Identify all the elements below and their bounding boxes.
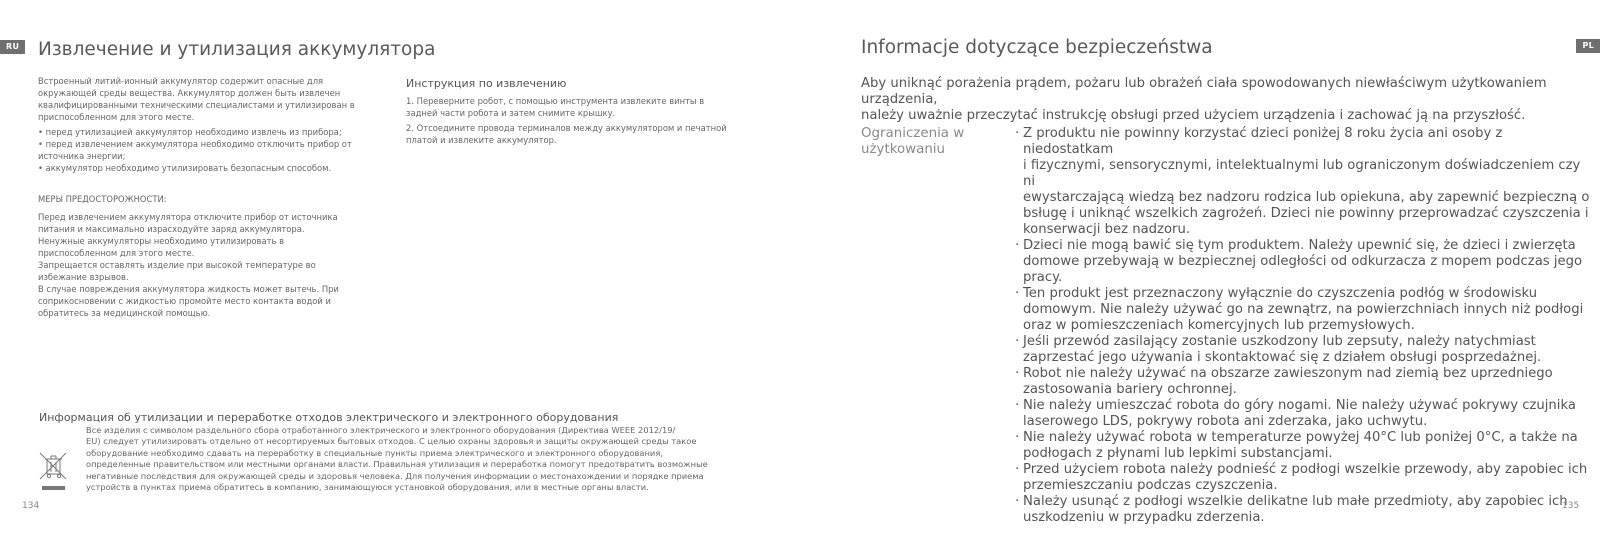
pl-restriction-item — [1015, 238, 1595, 286]
ru-intro-line: окружающей среды вещества. Аккумулятор должен быть извлечен — [38, 88, 341, 98]
pl-restriction-line: · Przed użyciem robota należy podnieść z podłogi wszelkie przewody, aby zapobiec ich — [1023, 462, 1588, 477]
ru-bullet-line: • аккумулятор необходимо утилизировать безопасным способом. — [38, 163, 332, 173]
ru-caution-line: избежание взрывов. — [38, 272, 129, 282]
ru-weee-line: устройств в пунктах приема обратитесь в компанию, занимающуюся установкой оборудования, или в местные органы власти. — [86, 482, 649, 493]
ru-caution-line: питания и максимально израсходуйте заряд аккумулятора. — [38, 224, 305, 234]
pl-usage-limits-label — [861, 126, 996, 158]
ru-weee-line: негативные последствия для окружающей среды и здоровья человека. Для получения информации о местонахождении и порядке приема — [86, 470, 704, 481]
ru-intro — [38, 75, 383, 174]
pl-intro — [861, 76, 1581, 124]
ru-bullet-line: • перед извлечением аккумулятора необходимо отключить прибор от — [38, 139, 352, 149]
ru-caution-line: приспособленном для этого месте. — [38, 248, 195, 258]
ru-weee-text — [86, 425, 746, 493]
pl-restriction-item — [1015, 366, 1595, 398]
ru-instruction-heading: Инструкция по извлечению — [406, 77, 567, 90]
pl-restriction-item — [1015, 430, 1595, 462]
ru-intro-line: квалифицированными техническими специалистами и утилизирован в — [38, 100, 355, 110]
ru-weee-line: определенные правительством или местными органами власти. Правильная утилизация и переработка помогут предотвратить возможные — [86, 459, 708, 470]
pl-intro-line: Aby uniknąć porażenia prądem, pożaru lub obrażeń ciała spowodowanych niewłaściwym użytkowaniem urządzenia, — [861, 76, 1547, 107]
ru-instruction — [406, 95, 751, 146]
ru-weee-line: оборудование необходимо сдавать на переработку в специальные пункты приема электрического и электронного оборудования, — [86, 447, 663, 458]
pl-restriction-line: zastosowania bariery ochronnej. — [1023, 382, 1237, 397]
pl-restriction-item — [1015, 398, 1595, 430]
pl-restriction-item — [1015, 286, 1595, 334]
lang-tab-pl: PL — [1576, 39, 1600, 53]
ru-weee-line: EU) следует утилизировать отдельно от несортируемых бытовых отходов. С целью охраны здоровья и защиты окружающей среды такое — [86, 436, 697, 447]
ru-instruction-line: задней части робота и затем снимите крышку. — [406, 108, 616, 118]
ru-instruction-line: платой и извлеките аккумулятор. — [406, 135, 557, 145]
page-number-left: 134 — [22, 501, 40, 511]
ru-intro-line: Встроенный литий-ионный аккумулятор содержит опасные для — [38, 76, 324, 86]
ru-weee-line: Все изделия с символом раздельного сбора отработанного электрического и электронного оборудования (Директива WEEE 2012/19/ — [86, 425, 676, 435]
pl-restriction-line: laserowego LDS, pokrywy robota ani zderzaka, jako uchwytu. — [1023, 414, 1428, 429]
pl-restriction-line: domowe przebywają w bezpiecznej odległości od odkurzacza z mopem podczas jego — [1023, 254, 1583, 269]
ru-caution-line: Перед извлечением аккумулятора отключите прибор от источника — [38, 212, 338, 222]
ru-caution — [38, 193, 383, 319]
ru-caution-line: обратитесь за медицинской помощью. — [38, 308, 211, 318]
pl-restriction-line: · Ten produkt jest przeznaczony wyłącznie do czyszczenia podłóg w środowisku — [1023, 286, 1538, 301]
ru-weee-heading: Информация об утилизации и переработке отходов электрического и электронного оборудования — [39, 411, 619, 424]
pl-restriction-line: i fizycznymi, sensorycznymi, intelektualnymi lub ograniczonym doświadczeniem czy ni — [1023, 158, 1581, 189]
pl-restriction-line: zaprzestać jego używania i skontaktować się z działem obsługi posprzedażnej. — [1023, 350, 1542, 365]
pl-restriction-item — [1015, 494, 1595, 526]
ru-caution-line: В случае повреждения аккумулятора жидкость может вытечь. При — [38, 284, 339, 294]
pl-intro-line: należy uważnie przeczytać instrukcję obsługi przed użyciem urządzenia i zachować ją na przyszłość. — [861, 108, 1526, 123]
pl-restriction-line: · Nie należy umieszczać robota do góry nogami. Nie należy używać pokrywy czujnika — [1023, 398, 1576, 413]
ru-page-title: Извлечение и утилизация аккумулятора — [38, 39, 436, 60]
pl-restriction-line: · Jeśli przewód zasilający zostanie uszkodzony lub zepsuty, należy natychmiast — [1023, 334, 1536, 349]
pl-page-title: Informacje dotyczące bezpieczeństwa — [861, 37, 1213, 58]
pl-restriction-item — [1015, 334, 1595, 366]
pl-restriction-line: · Należy usunąć z podłogi wszelkie delikatne lub małe przedmioty, aby zapobiec ich — [1023, 494, 1568, 509]
ru-caution-line: Запрещается оставлять изделие при высокой температуре во — [38, 260, 316, 270]
pl-restrictions-list — [1015, 126, 1595, 526]
ru-caution-line: Ненужные аккумуляторы необходимо утилизировать в — [38, 236, 285, 246]
pl-side-line: użytkowaniu — [861, 142, 946, 157]
pl-restriction-line: przemieszczaniu podczas czyszczenia. — [1023, 478, 1278, 493]
pl-restriction-line: · Robot nie należy używać na obszarze zawieszonym nad ziemią bez uprzedniego — [1023, 366, 1553, 381]
pl-restriction-line: · Dzieci nie mogą bawić się tym produktem. Należy upewnić się, że dzieci i zwierzęta — [1023, 238, 1576, 253]
ru-instruction-line: 1. Переверните робот, с помощью инструмента извлеките винты в — [406, 96, 705, 106]
pl-restriction-line: bsługę i uniknąć wszelkich zagrożeń. Dzieci nie powinny przeprowadzać czyszczenia i — [1023, 206, 1589, 221]
ru-bullet-line: источника энергии; — [38, 151, 126, 161]
page-number-right: 135 — [1562, 501, 1580, 511]
ru-intro-line: приспособленном для этого месте. — [38, 112, 195, 122]
pl-restriction-line: · Z produktu nie powinny korzystać dzieci poniżej 8 roku życia ani osoby z niedostatkam — [1023, 126, 1503, 157]
pl-restriction-line: podłogach z płynami lub lepkimi substancjami. — [1023, 446, 1333, 461]
pl-restriction-line: ewystarczającą wiedzą bez nadzoru rodzica lub opiekuna, aby zapewnić bezpieczną o — [1023, 190, 1590, 205]
ru-bullet-line: • перед утилизацией аккумулятор необходимо извлечь из прибора; — [38, 127, 342, 137]
lang-tab-ru: RU — [0, 40, 25, 54]
ru-instruction-line: 2. Отсоедините провода терминалов между аккумулятором и печатной — [406, 123, 727, 133]
pl-restriction-line: · Nie należy używać robota w temperaturze powyżej 40°C lub poniżej 0°C, a także na — [1023, 430, 1578, 445]
pl-restriction-line: uszkodzeniu w przypadku zderzenia. — [1023, 510, 1265, 525]
crossed-out-wheelie-bin-icon — [38, 452, 68, 492]
pl-restriction-item — [1015, 126, 1595, 238]
pl-restriction-line: domowym. Nie należy używać go na zewnątrz, na powierzchniach innych niż podłogi — [1023, 302, 1584, 317]
pl-restriction-line: konserwacji bez nadzoru. — [1023, 222, 1191, 237]
pl-side-line: Ograniczenia w — [861, 126, 965, 141]
ru-caution-heading: МЕРЫ ПРЕДОСТОРОЖНОСТИ: — [38, 194, 167, 204]
ru-caution-line: соприкосновении с жидкостью промойте место контакта водой и — [38, 296, 331, 306]
pl-restriction-item — [1015, 462, 1595, 494]
pl-restriction-line: pracy. — [1023, 270, 1063, 285]
pl-restriction-line: oraz w pomieszczeniach komercyjnych lub przemysłowych. — [1023, 318, 1415, 333]
